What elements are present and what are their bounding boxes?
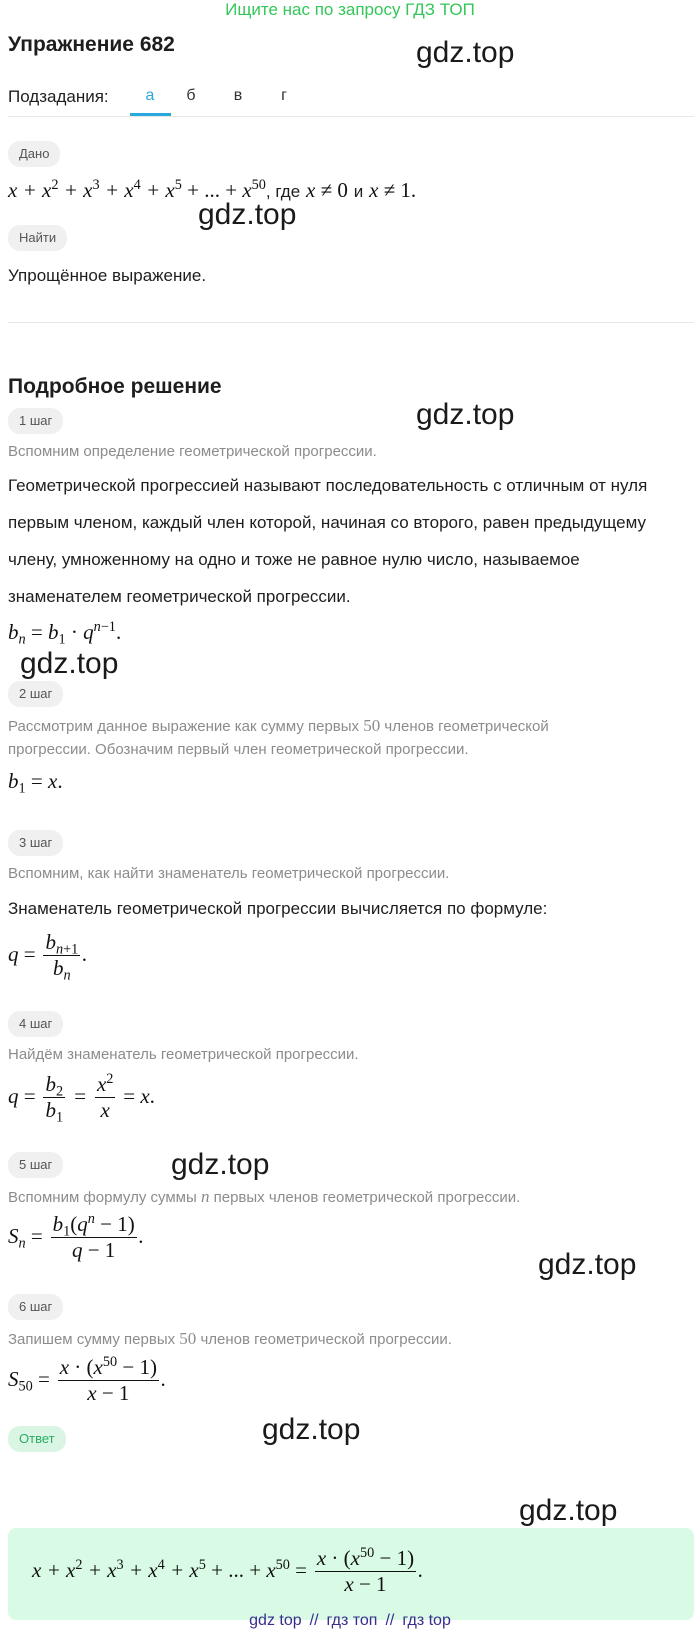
step-2-hint-number: 50 xyxy=(363,716,381,735)
step-2-hint xyxy=(8,714,608,761)
watermark: gdz.top xyxy=(171,1148,270,1181)
step-2-chip: 2 шаг xyxy=(8,681,63,707)
bottom-separator: // xyxy=(385,1612,395,1629)
subtasks-label: Подзадания: xyxy=(8,87,109,106)
bottom-links xyxy=(0,1612,700,1630)
bottom-link-gdz-top-ru[interactable]: гдз топ xyxy=(326,1612,378,1629)
step-3-chip: 3 шаг xyxy=(8,830,63,856)
step-6-chip: 6 шаг xyxy=(8,1294,63,1320)
step-3-hint: Вспомним, как найти знаменатель геометрической прогрессии. xyxy=(8,865,450,882)
step-5-chip: 5 шаг xyxy=(8,1152,63,1178)
step-1-chip: 1 шаг xyxy=(8,408,63,434)
exercise-title: Упражнение 682 xyxy=(8,33,175,56)
step-4-hint: Найдём знаменатель геометрической прогрессии. xyxy=(8,1046,359,1063)
answer-chip: Ответ xyxy=(8,1426,66,1452)
tab-subtask-v[interactable]: в xyxy=(233,87,243,104)
tab-subtask-b[interactable]: б xyxy=(186,87,196,104)
step-1-hint: Вспомним определение геометрической прогрессии. xyxy=(8,443,377,460)
given-expression: $x + x^2 + x^3 + x^4 + x^5$ + ... + $x^{50}$, где x ≠ 0 и x ≠ 1. xyxy=(8,177,417,202)
watermark: gdz.top xyxy=(198,198,297,231)
watermark: gdz.top xyxy=(538,1248,637,1281)
divider xyxy=(8,322,694,323)
step-3-formula: q = $\frac{b_{n+1}}{b_n}$ . xyxy=(8,930,88,984)
where-word: где xyxy=(275,182,301,201)
step-5-hint-var: n xyxy=(200,1187,210,1206)
step-5-hint-after: первых членов геометрической прогрессии. xyxy=(213,1189,521,1206)
step-4-formula: q = $\frac{b_2}{b_1}$ = $\frac{x^2}{x}$ = x. xyxy=(8,1071,155,1126)
solution-heading: Подробное решение xyxy=(8,375,222,398)
tab-subtask-g[interactable]: г xyxy=(281,87,287,104)
watermark: gdz.top xyxy=(262,1413,361,1446)
step-6-hint xyxy=(8,1329,452,1349)
step-6-hint-number: 50 xyxy=(179,1329,197,1348)
answer-formula: $x + x^2 + x^3 + x^4 + x^5$ + ... + $x^{50}$ = $\frac{x \cdot (x^{50} - 1)}{x - 1}$ . xyxy=(32,1545,424,1596)
watermark: gdz.top xyxy=(416,398,515,431)
watermark: gdz.top xyxy=(20,647,119,680)
find-text: Упрощённое выражение. xyxy=(8,266,207,285)
step-2-hint-after: членов геометрической прогрессии. Обозначим первый член геометрической прогрессии. xyxy=(8,718,549,758)
bottom-link-gdz-top[interactable]: gdz top xyxy=(249,1612,302,1629)
step-5-formula: $S_n$ = $\frac{b_1(q^n - 1)}{q - 1}$ . xyxy=(8,1211,144,1262)
step-2-hint-before: Рассмотрим данное выражение как сумму первых xyxy=(8,718,360,735)
tab-subtask-a[interactable]: а xyxy=(145,87,155,104)
step-1-formula: $b_n = b_1 \cdot q^{n-1}$. xyxy=(8,619,122,648)
step-6-hint-after: членов геометрической прогрессии. xyxy=(200,1331,452,1348)
given-chip: Дано xyxy=(8,141,60,167)
divider xyxy=(8,116,694,117)
bottom-link-gdz-top-mixed[interactable]: гдз top xyxy=(402,1612,451,1629)
step-6-hint-before: Запишем сумму первых xyxy=(8,1331,176,1348)
watermark: gdz.top xyxy=(519,1494,618,1527)
step-5-hint-before: Вспомним формулу суммы xyxy=(8,1189,197,1206)
find-chip: Найти xyxy=(8,225,67,251)
watermark: gdz.top xyxy=(416,36,515,69)
top-search-link[interactable]: Ищите нас по запросу ГДЗ ТОП xyxy=(225,0,475,19)
bottom-separator: // xyxy=(309,1612,319,1629)
step-3-text: Знаменатель геометрической прогрессии вычисляется по формуле: xyxy=(8,899,548,918)
step-5-hint xyxy=(8,1187,520,1207)
step-2-formula: $b_1 = x$. xyxy=(8,769,63,797)
step-4-chip: 4 шаг xyxy=(8,1011,63,1037)
step-1-text: Геометрической прогрессией называют последовательность с отличным от нуля первым членом, каждый член которой, начиная со второго, равен предыдущему члену, умноженному на одно и тоже не равное нулю число, называемое знаменателем геометрической прогрессии. xyxy=(8,476,648,606)
step-6-formula: $S_{50}$ = $\frac{x \cdot (x^{50} - 1)}{x - 1}$ . xyxy=(8,1354,167,1405)
and-word: и xyxy=(353,182,364,201)
